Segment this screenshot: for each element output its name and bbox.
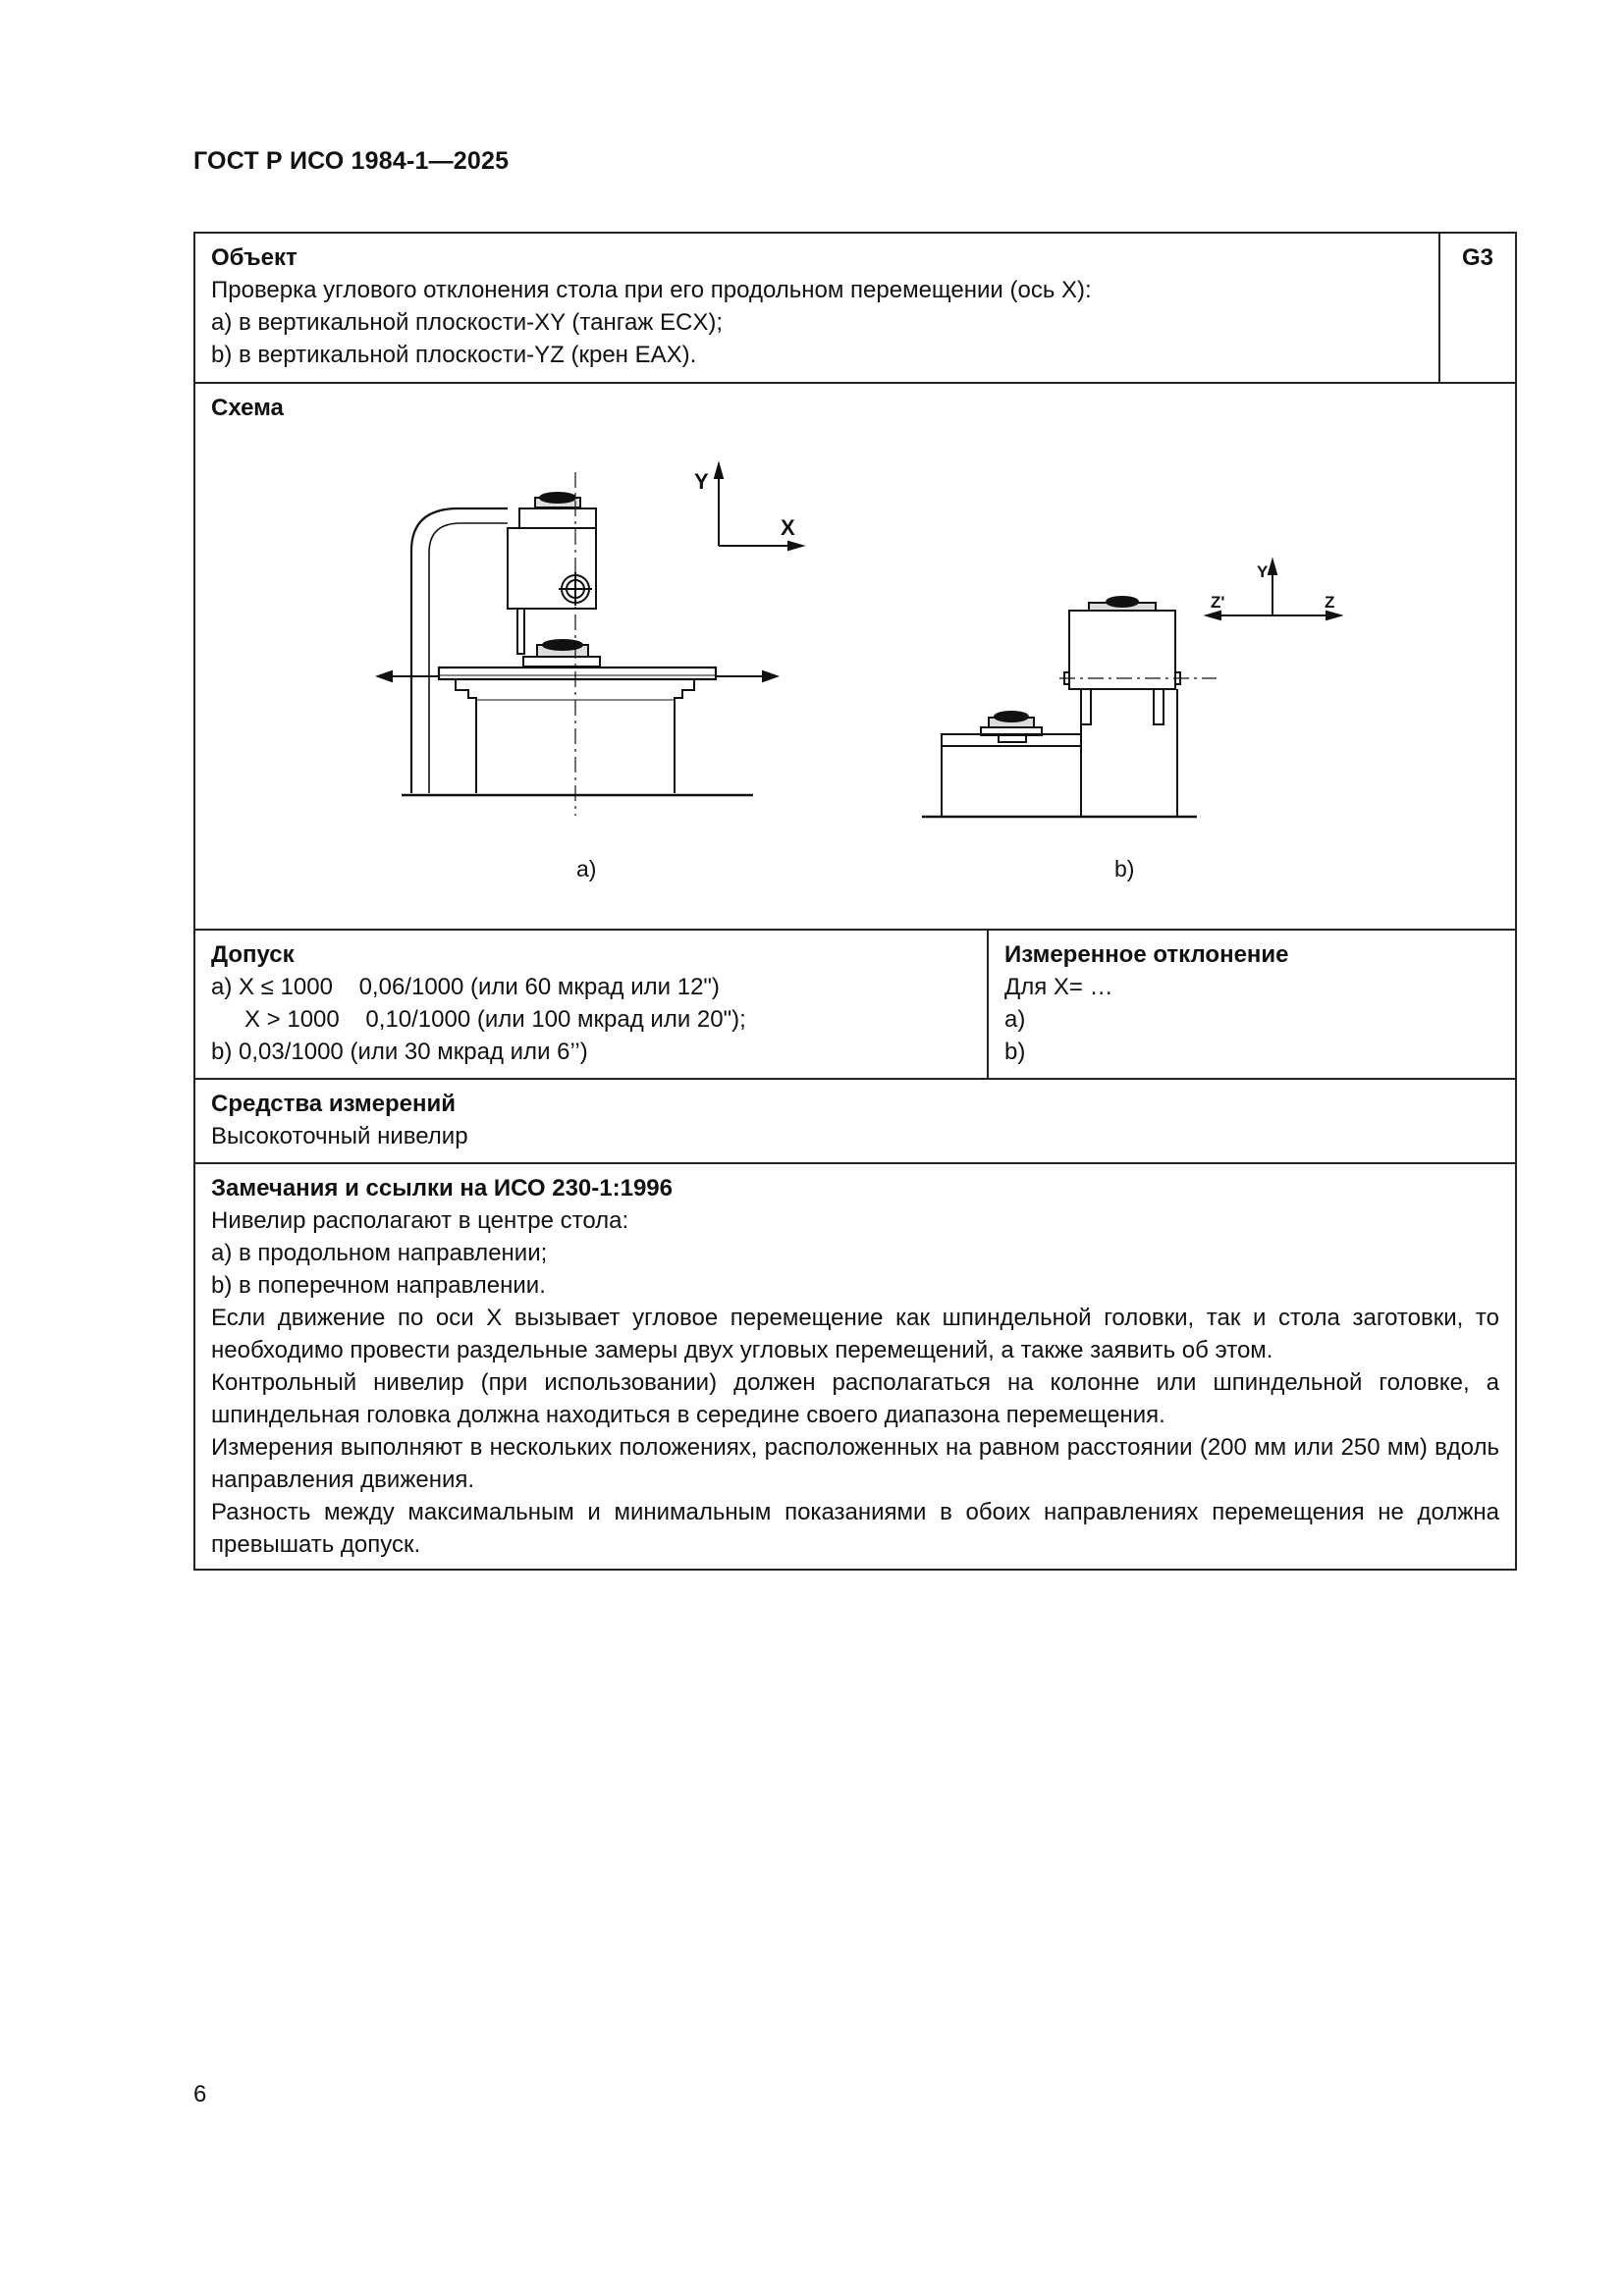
document-header: ГОСТ Р ИСО 1984-1—2025 [193,147,510,175]
object-section [195,234,1515,384]
object-heading: Объект [211,244,298,271]
notes-paragraph: Разность между максимальным и минимальным показаниями в обоих направлениях перемещения не должна превышать допуск. [211,1499,1499,1558]
figure-b-machine [922,561,1340,817]
scheme-heading: Схема [211,395,284,421]
axis-x-label-a: X [781,515,795,540]
measured-line: Для X= … [1004,974,1113,1000]
object-line: b) в вертикальной плоскости-YZ (крен EAX). [211,342,697,368]
tolerance-line: a) X ≤ 1000 0,06/1000 (или 60 мкрад или 12") [211,974,720,1000]
page-number: 6 [193,2081,207,2108]
test-code: G3 [1438,234,1515,382]
figure-b-caption: b) [1114,856,1135,881]
notes-paragraph: Если движение по оси X вызывает угловое перемещение как шпиндельной головки, так и стола заготовки, то необходимо провести раздельные замеры двух угловых перемещений, а также заявить об этом. [211,1305,1499,1363]
measured-line: b) [1004,1039,1026,1065]
notes-paragraph: Измерения выполняют в нескольких положениях, расположенных на равном расстоянии (200 мм или 250 мм) вдоль направления движения. [211,1434,1499,1493]
tolerance-section [195,931,1515,1080]
notes-line: b) в поперечном направлении. [211,1272,546,1299]
tolerance-line: b) 0,03/1000 (или 30 мкрад или 6’’) [211,1039,588,1065]
object-line: a) в вертикальной плоскости-XY (тангаж ECX); [211,309,724,336]
means-heading: Средства измерений [211,1091,457,1117]
axis-z-prime-label-b: Z' [1211,593,1225,612]
test-card [193,232,1517,1571]
means-text: Высокоточный нивелир [211,1123,468,1149]
notes-line: a) в продольном направлении; [211,1240,548,1266]
scheme-section [195,384,1515,931]
notes-line: Нивелир располагают в центре стола: [211,1207,629,1234]
figure-a-caption: a) [576,856,597,881]
notes-section [195,1164,1515,1569]
axis-z-label-b: Z [1325,593,1335,612]
measured-heading: Измеренное отклонение [1004,941,1289,968]
means-section [195,1080,1515,1164]
measured-line: a) [1004,1006,1026,1033]
object-line: Проверка углового отклонения стола при его продольном перемещении (ось X): [211,277,1092,303]
figure-a-machine [378,464,802,816]
axis-y-label-b: Y [1257,562,1269,581]
axis-y-label-a: Y [694,469,709,494]
notes-heading: Замечания и ссылки на ИСО 230-1:1996 [211,1175,673,1201]
tolerance-heading: Допуск [211,941,295,968]
scheme-figure [195,384,1515,929]
notes-paragraph: Контрольный нивелир (при использовании) должен располагаться на колонне или шпиндельной головке, а шпиндельная головка должна находиться в середине своего диапазона перемещения. [211,1369,1499,1428]
tolerance-line: X > 1000 0,10/1000 (или 100 мкрад или 20"); [244,1006,746,1033]
